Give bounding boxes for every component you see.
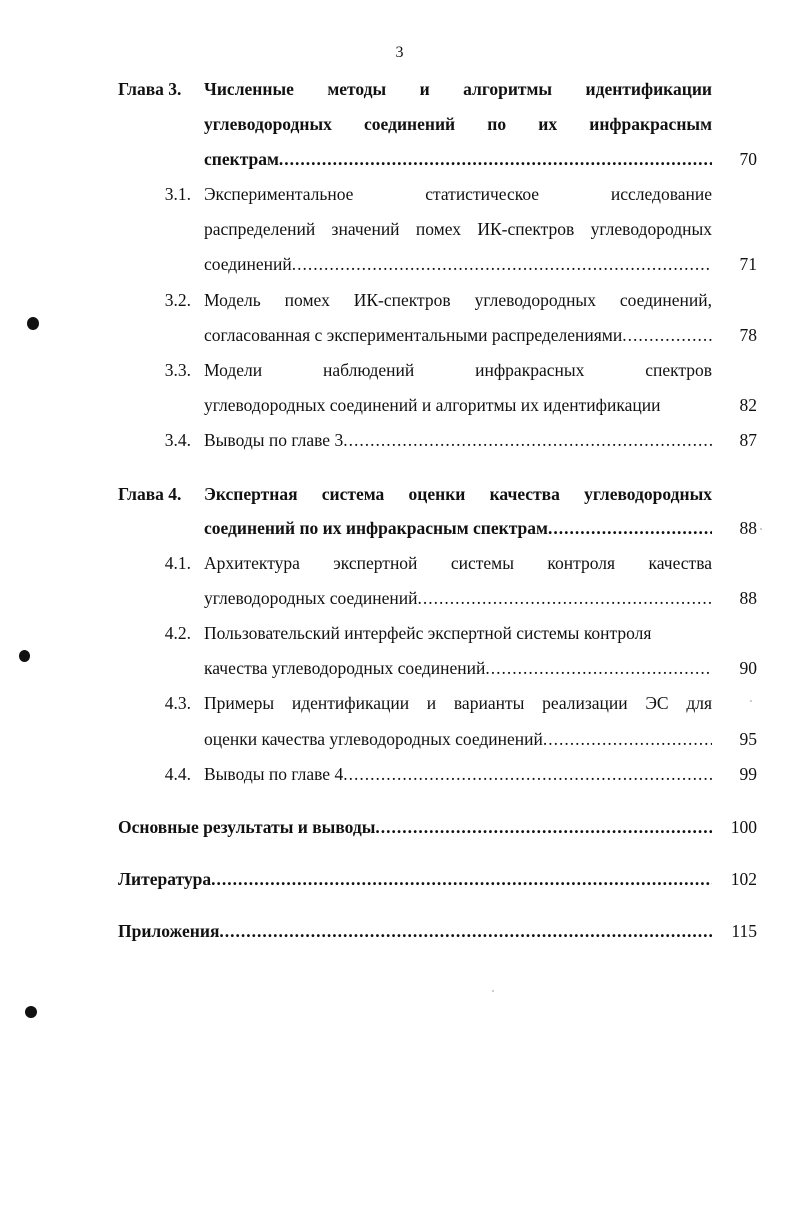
section-title-line: Пользовательский интерфейс экспертной системы контроля [204, 623, 652, 643]
scan-speck [750, 700, 752, 702]
leader-dots [543, 726, 712, 752]
section-title-line: углеводородных соединений и алгоритмы их идентификации [204, 395, 661, 415]
chapter-title-line: углеводородных соединений по их инфракрасным [204, 114, 712, 134]
entry-title: Литература [118, 869, 212, 889]
section-title-line: Архитектура экспертной системы контроля качества [204, 553, 712, 573]
page-number: 3 [395, 44, 404, 61]
chapter-title-line: Численные методы и алгоритмы идентификации [204, 79, 712, 99]
section-number: 4.4. [164, 764, 191, 784]
punch-hole-mark [27, 317, 39, 330]
section-title-line: углеводородных соединений [204, 588, 418, 608]
leader-dots [548, 515, 712, 541]
leader-dots [211, 866, 712, 892]
chapter-title-line: спектрам [204, 149, 279, 169]
leader-dots [343, 427, 712, 453]
leader-dots [622, 322, 712, 348]
chapter-title-line: Экспертная система оценки качества углеводородных [204, 484, 712, 504]
section-title-line: Выводы по главе 4 [204, 764, 344, 784]
chapter-label: Глава 4. [118, 484, 182, 504]
leader-dots [219, 918, 712, 944]
section-number: 3.4. [164, 430, 191, 450]
punch-hole-mark [19, 650, 30, 662]
section-title-line: Модель помех ИК-спектров углеводородных соединений, [204, 290, 712, 310]
page-ref: 88 [739, 588, 757, 608]
section-number: 3.2. [164, 290, 191, 310]
page-ref: 102 [730, 869, 757, 889]
page-ref: 90 [739, 658, 757, 678]
leader-dots [292, 251, 712, 277]
leader-dots [343, 761, 712, 787]
scan-speck [760, 528, 762, 530]
page-ref: 99 [739, 764, 757, 784]
chapter-label: Глава 3. [118, 79, 182, 99]
scan-speck [492, 990, 494, 992]
section-number: 4.1. [164, 553, 191, 573]
entry-title: Основные результаты и выводы [118, 817, 376, 837]
section-title-line: Экспериментальное статистическое исследование [204, 184, 712, 204]
page-ref: 87 [739, 430, 757, 450]
section-number: 3.3. [164, 360, 191, 380]
section-number: 4.3. [164, 693, 191, 713]
leader-dots [375, 814, 712, 840]
section-title-line: согласованная с экспериментальными распределениями [204, 325, 623, 345]
section-title-line: Модели наблюдений инфракрасных спектров [204, 360, 712, 380]
leader-dots [279, 146, 712, 172]
page-ref: 82 [739, 395, 757, 415]
page-ref: 95 [739, 729, 757, 749]
page-ref: 88 [739, 518, 757, 538]
section-title-line: качества углеводородных соединений [204, 658, 486, 678]
section-title-line: распределений значений помех ИК-спектров углеводородных [204, 219, 712, 239]
section-title-line: оценки качества углеводородных соединений [204, 729, 543, 749]
page-ref: 70 [739, 149, 757, 169]
page-ref: 100 [730, 817, 757, 837]
page-ref: 115 [731, 921, 757, 941]
section-number: 4.2. [164, 623, 191, 643]
section-number: 3.1. [164, 184, 191, 204]
page-ref: 78 [739, 325, 757, 345]
section-title-line: Примеры идентификации и варианты реализации ЭС для [204, 693, 712, 713]
leader-dots [485, 655, 712, 681]
section-title-line: соединений [204, 254, 292, 274]
page-ref: 71 [739, 254, 757, 274]
entry-title: Приложения [118, 921, 220, 941]
leader-dots [418, 585, 713, 611]
section-title-line: Выводы по главе 3 [204, 430, 344, 450]
punch-hole-mark [25, 1006, 37, 1018]
chapter-title-line: соединений по их инфракрасным спектрам [204, 518, 548, 538]
